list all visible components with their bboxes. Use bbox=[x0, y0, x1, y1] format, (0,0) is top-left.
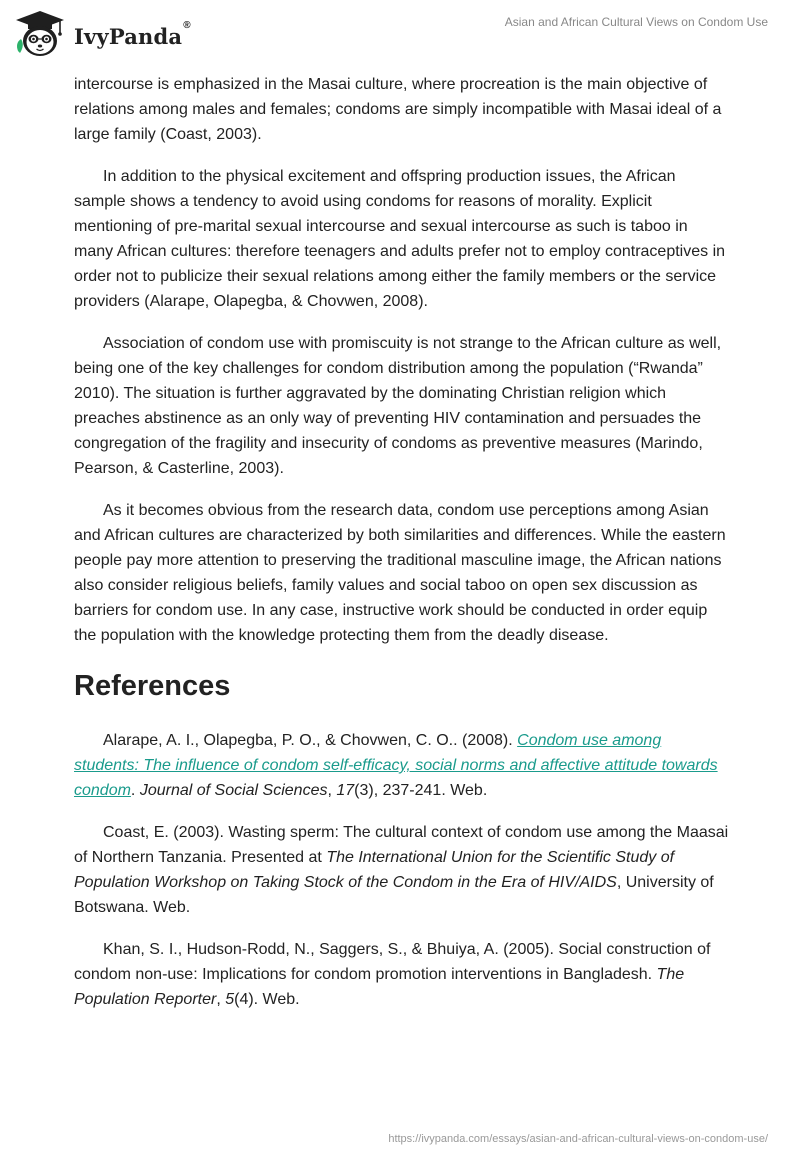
essay-content bbox=[74, 72, 730, 1029]
footer-url[interactable]: https://ivypanda.com/essays/asian-and-african-cultural-views-on-condom-use/ bbox=[388, 1133, 768, 1145]
registered-mark: ® bbox=[183, 19, 191, 31]
reference-khan bbox=[74, 937, 730, 1012]
reference-authors: Alarape, A. I., Olapegba, P. O., & Chovwen, C. O.. (2008). bbox=[103, 732, 518, 749]
brand-name: IvyPanda® bbox=[74, 19, 191, 49]
panda-graduate-icon bbox=[14, 9, 66, 59]
paragraph-promiscuity: Association of condom use with promiscuity is not strange to the African culture as well, being one of the key challenges for condom distribution among the population (“Rwanda” 2010). The situation is further aggravated by the dominating Christian religion which preaches abstinence as an only way of preventing HIV contamination and persuades the congregation of the fragility and insecurity of condoms as preventive measures (Marindo, Pearson, & Casterline, 2003). bbox=[74, 335, 722, 477]
reference-details: , University of Botswana. Web. bbox=[74, 874, 714, 916]
reference-journal: The Population Reporter bbox=[74, 966, 685, 1008]
reference-link[interactable]: Condom use among students: The influence of condom self-efficacy, social norms and affective attitude towards condom bbox=[74, 732, 718, 799]
reference-punct: . bbox=[130, 782, 140, 799]
reference-volume: 5 bbox=[225, 991, 235, 1008]
reference-punct: , bbox=[327, 782, 337, 799]
reference-text: Coast, E. (2003). Wasting sperm: The cultural context of condom use among the Maasai of Northern Tanzania. Presented at bbox=[74, 824, 729, 866]
reference-alarape bbox=[74, 728, 730, 803]
paragraph-continuation: intercourse is emphasized in the Masai culture, where procreation is the main objective of relations among males and females; condoms are simply incompatible with Masai ideal of a large family (Coast, 2003). bbox=[74, 76, 722, 143]
reference-coast bbox=[74, 820, 730, 920]
reference-journal: Journal of Social Sciences bbox=[139, 782, 328, 799]
references-heading: References bbox=[74, 670, 231, 702]
paragraph-conclusion: As it becomes obvious from the research data, condom use perceptions among Asian and African cultures are characterized by both similarities and differences. While the eastern people pay more attention to preserving the traditional masculine image, the African nations also consider religious beliefs, family values and social taboo on open sex discussion as barriers for condom use. In any case, instructive work should be conducted in order equip the population with the knowledge protecting them from the deadly disease. bbox=[74, 502, 726, 644]
reference-details: (3), 237-241. Web. bbox=[354, 782, 488, 799]
reference-details: (4). Web. bbox=[234, 991, 300, 1008]
page-header bbox=[0, 0, 800, 72]
reference-text: Khan, S. I., Hudson-Rodd, N., Saggers, S., & Bhuiya, A. (2005). Social construction of condom non-use: Implications for condom promotion interventions in Bangladesh. bbox=[74, 941, 711, 983]
brand-logo[interactable] bbox=[14, 9, 191, 59]
reference-venue: The International Union for the Scientific Study of Population Workshop on Taking Stock of the Condom in the Era of HIV/AIDS bbox=[74, 849, 675, 891]
reference-punct: , bbox=[216, 991, 226, 1008]
paragraph-morality: In addition to the physical excitement and offspring production issues, the African sample shows a tendency to avoid using condoms for reasons of morality. Explicit mentioning of pre-marital sexual intercourse and sexual intercourse as such is taboo in many African cultures: therefore teenagers and adults prefer not to employ contraceptives in order not to publicize their sexual relations among either the family members or the service providers (Alarape, Olapegba, & Chovwen, 2008). bbox=[74, 168, 726, 310]
document-title: Asian and African Cultural Views on Condom Use bbox=[504, 15, 768, 29]
reference-volume: 17 bbox=[336, 782, 355, 799]
